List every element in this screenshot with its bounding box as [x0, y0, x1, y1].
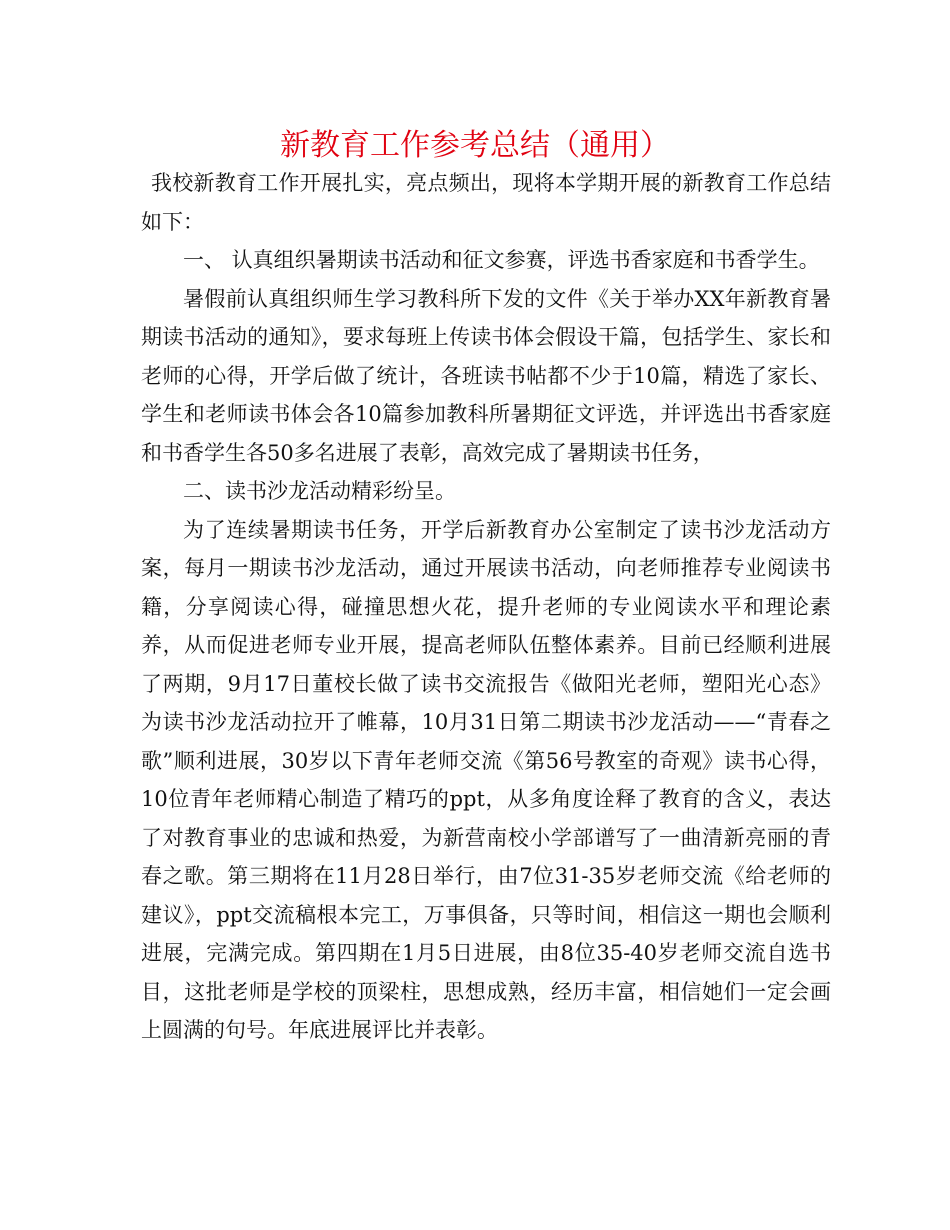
document-title: 新教育工作参考总结（通用） — [280, 128, 670, 163]
paragraph-reading-salon: 为了连续暑期读书任务，开学后新教育办公室制定了读书沙龙活动方案，每月一期读书沙龙活动，通过开展读书活动，向老师推荐专业阅读书籍，分享阅读心得，碰撞思想火花，提升老师的专业阅读水平和理论素养，从而促进老师专业开展，提高老师队伍整体素养。目前已经顺利进展了两期，9月17日董校长做了读书交流报告《做阳光老师，塑阳光心态》为读书沙龙活动拉开了帷幕，10月31日第二期读书沙龙活动——“青春之歌”顺利进展，30岁以下青年老师交流《第56号教室的奇观》读书心得，10位青年老师精心制造了精巧的ppt，从多角度诠释了教育的含义，表达了对教育事业的忠诚和热爱，为新营南校小学部谱写了一曲清新亮丽的青春之歌。第三期将在11月28日举行，由7位31-35岁老师交流《给老师的建议》，ppt交流稿根本完工，万事俱备，只等时间，相信这一期也会顺利进展，完满完成。第四期在1月5日进展，由8位35-40岁老师交流自选书目，这批老师是学校的顶梁柱，思想成熟，经历丰富，相信她们一定会画上圆满的句号。年底进展评比并表彰。 — [141, 517, 831, 1042]
paragraph-summer-reading: 暑假前认真组织师生学习教科所下发的文件《关于举办XX年新教育暑期读书活动的通知》，要求每班上传读书体会假设干篇，包括学生、家长和老师的心得，开学后做了统计，各班读书帖都不少于10篇，精选了家长、学生和老师读书体会各10篇参加教科所暑期征文评选，并评选出书香家庭和书香学生各50多名进展了表彰，高效完成了暑期读书任务， — [141, 286, 831, 465]
section-heading-1: 一、 认真组织暑期读书活动和征文参赛，评选书香家庭和书香学生。 — [183, 248, 820, 272]
intro-paragraph: 我校新教育工作开展扎实，亮点频出，现将本学期开展的新教育工作总结如下： — [141, 171, 831, 234]
document-body — [141, 164, 831, 1050]
section-heading-2: 二、读书沙龙活动精彩纷呈。 — [183, 479, 456, 503]
